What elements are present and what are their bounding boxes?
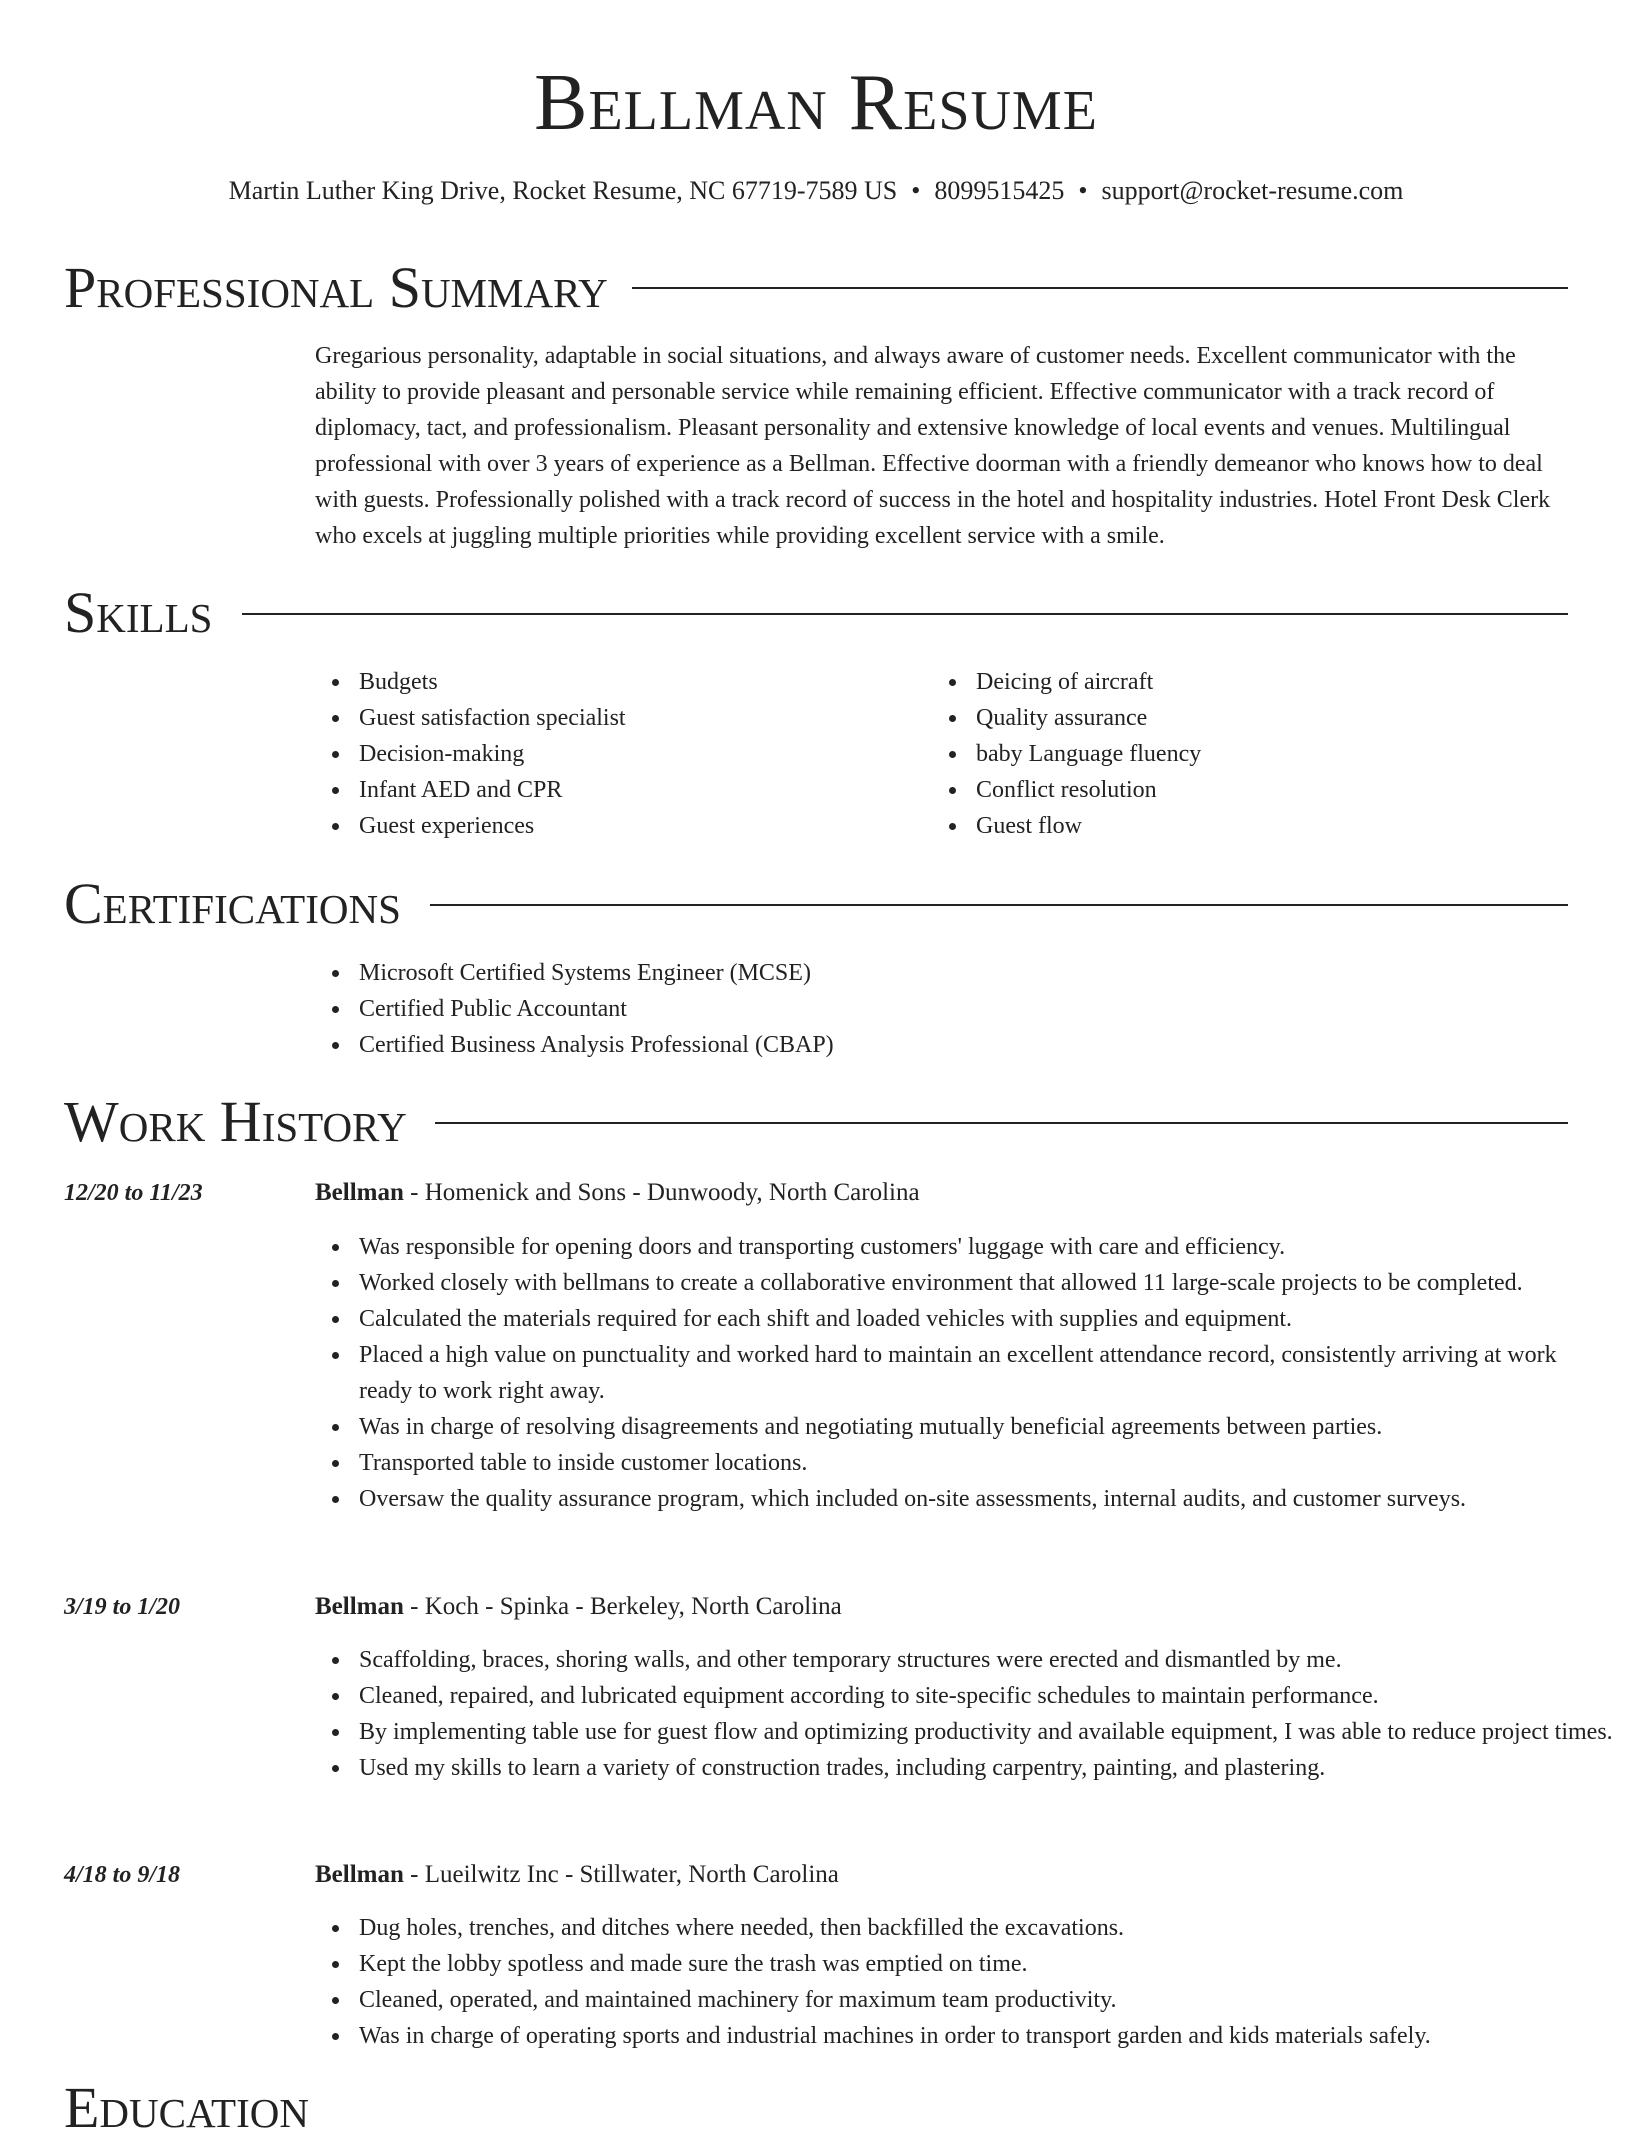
list-item: Guest experiences (359, 808, 919, 844)
contact-separator: • (1078, 176, 1088, 205)
section-rule (242, 613, 1568, 615)
list-item: Worked closely with bellmans to create a collaborative environment that allowed 11 large-scale projects to be completed. (359, 1265, 1614, 1301)
job-role: Bellman (315, 1179, 404, 1206)
list-item: Scaffolding, braces, shoring walls, and other temporary structures were erected and dismantled by me. (359, 1642, 1614, 1678)
list-item: Decision-making (359, 736, 919, 772)
job-bullets (315, 1910, 1614, 2054)
certifications-list (315, 955, 1614, 1063)
job-heading (315, 1175, 920, 1211)
list-item: Certified Public Accountant (359, 991, 1614, 1027)
job-details: - Koch - Spinka - Berkeley, North Carolina (403, 1593, 842, 1620)
list-item: Conflict resolution (976, 772, 1576, 808)
list-item: baby Language fluency (976, 736, 1576, 772)
list-item: Cleaned, operated, and maintained machinery for maximum team productivity. (359, 1982, 1614, 2018)
job-role: Bellman (315, 1861, 404, 1888)
list-item: Infant AED and CPR (359, 772, 919, 808)
contact-phone: 8099515425 (934, 176, 1065, 205)
list-item: Dug holes, trenches, and ditches where needed, then backfilled the excavations. (359, 1910, 1614, 1946)
list-item: Was in charge of operating sports and industrial machines in order to transport garden and kids materials safely. (359, 2018, 1614, 2054)
list-item: Budgets (359, 664, 919, 700)
list-item: Used my skills to learn a variety of construction trades, including carpentry, painting, and plastering. (359, 1750, 1614, 1786)
section-title-work-history: Work History (64, 1089, 407, 1154)
contact-email: support@rocket-resume.com (1101, 176, 1404, 205)
section-title-education: Education (64, 2075, 309, 2140)
list-item: Certified Business Analysis Professional (CBAP) (359, 1027, 1614, 1063)
list-item: Kept the lobby spotless and made sure the trash was emptied on time. (359, 1946, 1614, 1982)
summary-text: Gregarious personality, adaptable in social situations, and always aware of customer needs. Excellent communicator with the ability to provide pleasant and personable service while remaining efficient. Effective communicator with a track record of diplomacy, tact, and professionalism. Pleasant personality and extensive knowledge of local events and venues. Multilingual professional with over 3 years of experience as a Bellman. Effective doorman with a friendly demeanor who knows how to deal with guests. Professionally polished with a track record of success in the hotel and hospitality industries. Hotel Front Desk Clerk who excels at juggling multiple priorities while providing excellent service with a smile. (315, 343, 1551, 549)
list-item: Was responsible for opening doors and transporting customers' luggage with care and efficiency. (359, 1229, 1614, 1265)
list-item: Placed a high value on punctuality and worked hard to maintain an excellent attendance record, consistently arriving at work ready to work right away. (359, 1337, 1614, 1409)
job-dates: 12/20 to 11/23 (64, 1180, 203, 1206)
contact-separator: • (911, 176, 921, 205)
section-title-certifications: Certifications (64, 871, 401, 936)
skills-list-left (315, 664, 919, 844)
job-details: - Homenick and Sons - Dunwoody, North Carolina (403, 1179, 920, 1206)
list-item: Transported table to inside customer locations. (359, 1445, 1614, 1481)
section-rule (430, 904, 1568, 906)
list-item: Was in charge of resolving disagreements and negotiating mutually beneficial agreements between parties. (359, 1409, 1614, 1445)
job-dates: 4/18 to 9/18 (64, 1862, 181, 1888)
list-item: Cleaned, repaired, and lubricated equipment according to site-specific schedules to maintain performance. (359, 1678, 1614, 1714)
list-item: Guest flow (976, 808, 1576, 844)
section-rule (632, 287, 1568, 289)
list-item: Deicing of aircraft (976, 664, 1576, 700)
contact-address: Martin Luther King Drive, Rocket Resume, NC 67719-7589 US (228, 176, 898, 205)
job-details: - Lueilwitz Inc - Stillwater, North Carolina (403, 1861, 839, 1888)
list-item: Quality assurance (976, 700, 1576, 736)
list-item: By implementing table use for guest flow and optimizing productivity and available equipment, I was able to reduce project times. (359, 1714, 1614, 1750)
resume-title: Bellman Resume (534, 59, 1098, 147)
list-item: Oversaw the quality assurance program, which included on-site assessments, internal audits, and customer surveys. (359, 1481, 1614, 1517)
skills-list-right (932, 664, 1576, 844)
job-dates: 3/19 to 1/20 (64, 1594, 181, 1620)
job-bullets (315, 1229, 1614, 1517)
job-heading (315, 1589, 842, 1625)
list-item: Calculated the materials required for each shift and loaded vehicles with supplies and equipment. (359, 1301, 1614, 1337)
job-role: Bellman (315, 1593, 404, 1620)
contact-line (0, 174, 1632, 208)
list-item: Microsoft Certified Systems Engineer (MCSE) (359, 955, 1614, 991)
job-bullets (315, 1642, 1614, 1786)
section-rule (435, 1122, 1568, 1124)
job-heading (315, 1857, 839, 1893)
section-title-skills: Skills (64, 580, 213, 645)
list-item: Guest satisfaction specialist (359, 700, 919, 736)
section-title-summary: Professional Summary (64, 255, 608, 320)
